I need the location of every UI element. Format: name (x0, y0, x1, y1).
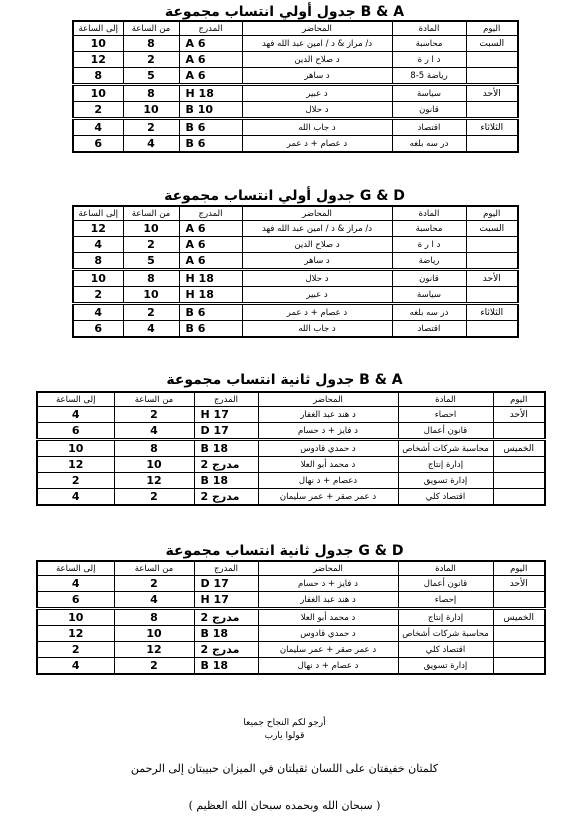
footer-tasbeeh: ( سبحان الله وبحمده سبحان الله العظيم ) (188, 799, 381, 812)
to-time-cell: 4 (73, 119, 123, 136)
from-time-cell: 4 (123, 321, 179, 338)
table-row (73, 270, 518, 287)
table-row (73, 136, 518, 153)
subject-cell: د ا ر ة (392, 237, 466, 253)
table-row (37, 642, 545, 658)
room-cell: B 6 (179, 136, 242, 153)
subject-cell: اقتصاد (392, 321, 466, 338)
from-time-cell: 8 (123, 36, 179, 52)
subject-cell: إدارة تسويق (398, 473, 493, 489)
room-cell: مدرج 2 (194, 642, 258, 658)
to-time-cell: 4 (37, 658, 114, 675)
from-time-cell: 8 (114, 440, 194, 457)
header-to: إلى الساعة (73, 21, 123, 36)
from-time-cell: 8 (123, 85, 179, 102)
lecturer-cell: د ساهر (242, 253, 392, 270)
room-cell: B 18 (194, 658, 258, 675)
room-cell: H 17 (194, 592, 258, 609)
from-time-cell: 5 (123, 253, 179, 270)
day-cell (466, 136, 518, 153)
subject-cell: محاسبة شركات أشخاص (398, 626, 493, 642)
room-cell: A 6 (179, 237, 242, 253)
lecturer-cell: د عصام + د عمر (242, 304, 392, 321)
day-cell: الأحد (493, 576, 545, 592)
table-row (37, 440, 545, 457)
room-cell: B 6 (179, 119, 242, 136)
to-time-cell: 10 (73, 85, 123, 102)
from-time-cell: 12 (114, 473, 194, 489)
room-cell: H 17 (194, 407, 258, 423)
header-room: المدرج (194, 561, 258, 576)
header-day: اليوم (466, 21, 518, 36)
lecturer-cell: د حمدي قادوس (258, 440, 398, 457)
to-time-cell: 4 (73, 237, 123, 253)
subject-cell: رياضة 5-8 (392, 68, 466, 85)
header-row (37, 392, 545, 407)
from-time-cell: 2 (114, 407, 194, 423)
schedule-table-2 (72, 205, 519, 338)
to-time-cell: 2 (37, 642, 114, 658)
day-cell (466, 253, 518, 270)
subject-cell: محاسبة شركات أشخاص (398, 440, 493, 457)
lecturer-cell: د عبير (242, 85, 392, 102)
subject-cell: در سه بلغه (392, 136, 466, 153)
header-day: اليوم (493, 561, 545, 576)
schedule-table-1 (72, 20, 519, 153)
lecturer-cell: د محمد أبو العلا (258, 457, 398, 473)
schedule-table-4 (36, 560, 546, 675)
to-time-cell: 6 (73, 136, 123, 153)
table-row (37, 457, 545, 473)
table-row (73, 321, 518, 338)
subject-cell: قانون (392, 102, 466, 119)
from-time-cell: 10 (123, 102, 179, 119)
day-cell (493, 473, 545, 489)
header-from: من الساعة (123, 21, 179, 36)
table-2-title: جدول أولي انتساب مجموعة G & D (164, 188, 405, 204)
lecturer-cell: د/ مراز & د / امين عبد الله فهد (242, 36, 392, 52)
from-time-cell: 2 (114, 658, 194, 675)
day-cell (493, 642, 545, 658)
header-to: إلى الساعة (73, 206, 123, 221)
from-time-cell: 8 (114, 609, 194, 626)
header-to: إلى الساعة (37, 392, 114, 407)
room-cell: D 17 (194, 576, 258, 592)
to-time-cell: 2 (37, 473, 114, 489)
from-time-cell: 2 (123, 237, 179, 253)
table-row (37, 489, 545, 506)
room-cell: B 10 (179, 102, 242, 119)
table-row (37, 473, 545, 489)
header-subject: المادة (392, 206, 466, 221)
table-row (37, 609, 545, 626)
lecturer-cell: د صلاح الدين (242, 237, 392, 253)
room-cell: مدرج 2 (194, 457, 258, 473)
from-time-cell: 10 (123, 221, 179, 237)
from-time-cell: 10 (114, 626, 194, 642)
subject-cell: محاسبة (392, 36, 466, 52)
table-1-title: جدول أولي انتساب مجموعة B & A (164, 4, 405, 20)
to-time-cell: 8 (73, 253, 123, 270)
from-time-cell: 10 (123, 287, 179, 304)
subject-cell: اقتصاد (392, 119, 466, 136)
day-cell: الخميس (493, 609, 545, 626)
header-from: من الساعة (114, 561, 194, 576)
day-cell (466, 68, 518, 85)
room-cell: A 6 (179, 221, 242, 237)
table-row (37, 626, 545, 642)
to-time-cell: 4 (37, 489, 114, 506)
footer-prayer: قولوا يارب (264, 731, 305, 741)
subject-cell: إدارة إنتاج (398, 457, 493, 473)
subject-cell: قانون (392, 270, 466, 287)
to-time-cell: 12 (37, 626, 114, 642)
to-time-cell: 10 (37, 609, 114, 626)
from-time-cell: 2 (123, 119, 179, 136)
lecturer-cell: د جاب الله (242, 321, 392, 338)
to-time-cell: 4 (37, 576, 114, 592)
subject-cell: سياسة (392, 287, 466, 304)
table-row (73, 68, 518, 85)
day-cell: الأحد (466, 270, 518, 287)
from-time-cell: 2 (114, 489, 194, 506)
table-row (73, 304, 518, 321)
to-time-cell: 6 (37, 592, 114, 609)
room-cell: A 6 (179, 36, 242, 52)
to-time-cell: 10 (73, 270, 123, 287)
table-row (73, 253, 518, 270)
subject-cell: قانون أعمال (398, 576, 493, 592)
subject-cell: د ا ر ة (392, 52, 466, 68)
header-subject: المادة (398, 392, 493, 407)
room-cell: مدرج 2 (194, 489, 258, 506)
lecturer-cell: د عصام + د عمر (242, 136, 392, 153)
to-time-cell: 2 (73, 287, 123, 304)
from-time-cell: 5 (123, 68, 179, 85)
table-row (73, 85, 518, 102)
to-time-cell: 4 (73, 304, 123, 321)
lecturer-cell: د عصام + د نهال (258, 658, 398, 675)
table-row (37, 407, 545, 423)
from-time-cell: 4 (114, 592, 194, 609)
to-time-cell: 12 (73, 221, 123, 237)
header-row (73, 21, 518, 36)
lecturer-cell: د صلاح الدين (242, 52, 392, 68)
to-time-cell: 4 (37, 407, 114, 423)
day-cell (493, 658, 545, 675)
to-time-cell: 10 (37, 440, 114, 457)
day-cell (493, 592, 545, 609)
room-cell: B 6 (179, 304, 242, 321)
lecturer-cell: د عبير (242, 287, 392, 304)
room-cell: B 6 (179, 321, 242, 338)
table-row (37, 423, 545, 440)
day-cell (493, 457, 545, 473)
day-cell (466, 321, 518, 338)
room-cell: H 18 (179, 270, 242, 287)
lecturer-cell: د هند عبد الغفار (258, 407, 398, 423)
header-lecturer: المحاضر (242, 21, 392, 36)
subject-cell: در سه بلغه (392, 304, 466, 321)
header-lecturer: المحاضر (258, 561, 398, 576)
room-cell: A 6 (179, 52, 242, 68)
header-room: المدرج (179, 206, 242, 221)
from-time-cell: 4 (114, 423, 194, 440)
subject-cell: قانون أعمال (398, 423, 493, 440)
header-lecturer: المحاضر (258, 392, 398, 407)
lecturer-cell: د عمر صقر + عمر سليمان (258, 489, 398, 506)
day-cell (493, 423, 545, 440)
table-row (73, 221, 518, 237)
table-row (73, 119, 518, 136)
lecturer-cell: د فايز + د حسام (258, 423, 398, 440)
to-time-cell: 12 (37, 457, 114, 473)
subject-cell: اقتصاد كلي (398, 642, 493, 658)
header-lecturer: المحاضر (242, 206, 392, 221)
header-subject: المادة (392, 21, 466, 36)
header-to: إلى الساعة (37, 561, 114, 576)
header-from: من الساعة (123, 206, 179, 221)
from-time-cell: 2 (123, 304, 179, 321)
subject-cell: إدارة إنتاج (398, 609, 493, 626)
table-4-title: جدول ثانية انتساب مجموعة G & D (165, 543, 404, 559)
room-cell: مدرج 2 (194, 609, 258, 626)
table-row (73, 237, 518, 253)
day-cell: الأحد (466, 85, 518, 102)
lecturer-cell: د محمد أبو العلا (258, 609, 398, 626)
lecturer-cell: د عمر صقر + عمر سليمان (258, 642, 398, 658)
lecturer-cell: د حمدي قادوس (258, 626, 398, 642)
lecturer-cell: د فايز + د حسام (258, 576, 398, 592)
table-row (37, 576, 545, 592)
header-room: المدرج (194, 392, 258, 407)
from-time-cell: 8 (123, 270, 179, 287)
day-cell: السبت (466, 221, 518, 237)
room-cell: B 18 (194, 440, 258, 457)
subject-cell: سياسة (392, 85, 466, 102)
subject-cell: محاسبة (392, 221, 466, 237)
lecturer-cell: دعصام + د نهال (258, 473, 398, 489)
to-time-cell: 12 (73, 52, 123, 68)
room-cell: H 18 (179, 85, 242, 102)
day-cell (466, 237, 518, 253)
to-time-cell: 2 (73, 102, 123, 119)
lecturer-cell: د حلال (242, 270, 392, 287)
day-cell (493, 489, 545, 506)
table-3-title: جدول ثانية انتساب مجموعة B & A (166, 372, 403, 388)
day-cell: الأحد (493, 407, 545, 423)
from-time-cell: 10 (114, 457, 194, 473)
table-row (37, 592, 545, 609)
footer-wish: أرجو لكم النجاح جميعا (243, 718, 326, 728)
footer-hadith: كلمتان خفيفتان على اللسان ثقيلتان في الميزان حبيبتان إلى الرحمن (130, 762, 439, 775)
header-room: المدرج (179, 21, 242, 36)
to-time-cell: 6 (37, 423, 114, 440)
from-time-cell: 4 (123, 136, 179, 153)
lecturer-cell: د ساهر (242, 68, 392, 85)
subject-cell: اقتصاد كلي (398, 489, 493, 506)
day-cell: الثلاثاء (466, 304, 518, 321)
header-day: اليوم (493, 392, 545, 407)
header-row (37, 561, 545, 576)
header-from: من الساعة (114, 392, 194, 407)
day-cell (466, 102, 518, 119)
header-subject: المادة (398, 561, 493, 576)
room-cell: A 6 (179, 253, 242, 270)
room-cell: H 18 (179, 287, 242, 304)
schedule-table-3 (36, 391, 546, 506)
day-cell (466, 287, 518, 304)
from-time-cell: 12 (114, 642, 194, 658)
day-cell: الثلاثاء (466, 119, 518, 136)
day-cell (493, 626, 545, 642)
subject-cell: إدارة تسويق (398, 658, 493, 675)
day-cell (466, 52, 518, 68)
table-row (73, 287, 518, 304)
from-time-cell: 2 (114, 576, 194, 592)
lecturer-cell: د جاب الله (242, 119, 392, 136)
to-time-cell: 10 (73, 36, 123, 52)
lecturer-cell: د هند عبد الغفار (258, 592, 398, 609)
day-cell: السبت (466, 36, 518, 52)
table-row (73, 102, 518, 119)
to-time-cell: 6 (73, 321, 123, 338)
table-row (73, 36, 518, 52)
table-row (37, 658, 545, 675)
subject-cell: احصاء (398, 407, 493, 423)
day-cell: الخميس (493, 440, 545, 457)
header-day: اليوم (466, 206, 518, 221)
room-cell: B 18 (194, 626, 258, 642)
lecturer-cell: د/ مراز & د / امين عبد الله فهد (242, 221, 392, 237)
header-row (73, 206, 518, 221)
subject-cell: إحصاء (398, 592, 493, 609)
subject-cell: رياضة (392, 253, 466, 270)
room-cell: D 17 (194, 423, 258, 440)
room-cell: B 18 (194, 473, 258, 489)
table-row (73, 52, 518, 68)
lecturer-cell: د حلال (242, 102, 392, 119)
to-time-cell: 8 (73, 68, 123, 85)
room-cell: A 6 (179, 68, 242, 85)
from-time-cell: 2 (123, 52, 179, 68)
